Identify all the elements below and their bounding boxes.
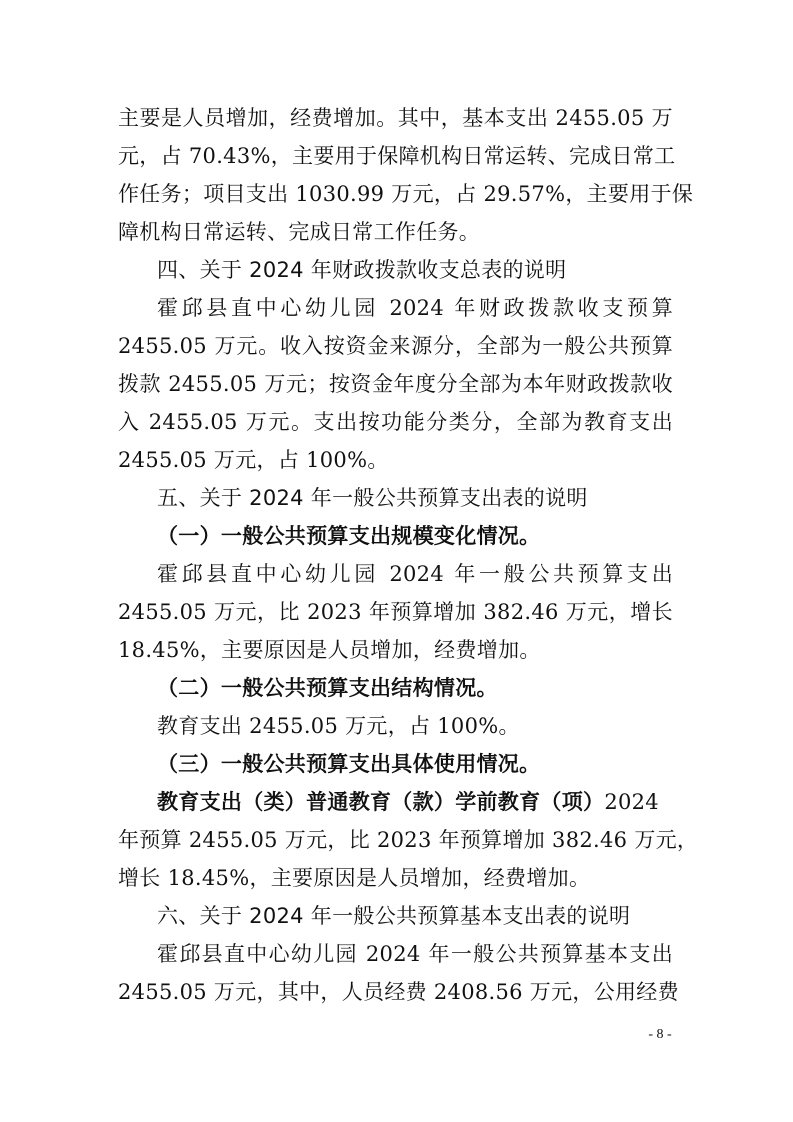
section-heading-5: 五、关于 2024 年一般公共预算支出表的说明 [157, 486, 588, 510]
expenditure-year-text: 2024 [604, 790, 659, 814]
body-line-14: 2455.05 万元，比 2023 年预算增加 382.46 万元，增长 [118, 600, 673, 624]
body-line-19 [0, 782, 793, 822]
body-line-2: 元，占 70.43%，主要用于保障机构日常运转、完成日常工 [118, 144, 676, 168]
body-line-8: 拨款 2455.05 万元；按资金年度分全部为本年财政拨款收 [118, 372, 673, 396]
page-number: - 8 - [648, 1027, 672, 1042]
subsection-heading-2: （二）一般公共预算支出结构情况。 [157, 675, 498, 700]
body-line-6: 霍邱县直中心幼儿园 2024 年财政拨款收支预算 [157, 296, 673, 320]
body-line-15: 18.45%，主要原因是人员增加，经费增加。 [118, 638, 541, 662]
body-line-13: 霍邱县直中心幼儿园 2024 年一般公共预算支出 [157, 562, 673, 586]
subsection-heading-3: （三）一般公共预算支出具体使用情况。 [157, 751, 541, 776]
body-line-17: 教育支出 2455.05 万元，占 100%。 [157, 714, 520, 738]
section-heading-4: 四、关于 2024 年财政拨款收支总表的说明 [157, 258, 567, 282]
body-line-9: 入 2455.05 万元。支出按功能分类分，全部为教育支出 [118, 410, 673, 434]
body-line-23: 霍邱县直中心幼儿园 2024 年一般公共预算基本支出 [157, 942, 673, 966]
body-line-4: 障机构日常运转、完成日常工作任务。 [118, 220, 481, 244]
body-line-10: 2455.05 万元，占 100%。 [118, 448, 389, 472]
body-line-21: 增长 18.45%，主要原因是人员增加，经费增加。 [118, 866, 591, 890]
section-heading-6: 六、关于 2024 年一般公共预算基本支出表的说明 [157, 904, 631, 928]
body-line-3: 作任务；项目支出 1030.99 万元，占 29.57%，主要用于保 [118, 182, 694, 206]
body-line-1: 主要是人员增加，经费增加。其中，基本支出 2455.05 万 [118, 106, 673, 130]
subsection-heading-1: （一）一般公共预算支出规模变化情况。 [157, 523, 541, 548]
body-line-24: 2455.05 万元，其中，人员经费 2408.56 万元，公用经费 [118, 980, 679, 1004]
body-line-7: 2455.05 万元。收入按资金来源分，全部为一般公共预算 [118, 334, 673, 358]
body-line-20: 年预算 2455.05 万元，比 2023 年预算增加 382.46 万元， [118, 828, 699, 852]
expenditure-category-text: 教育支出（类）普通教育（款）学前教育（项） [157, 789, 605, 814]
